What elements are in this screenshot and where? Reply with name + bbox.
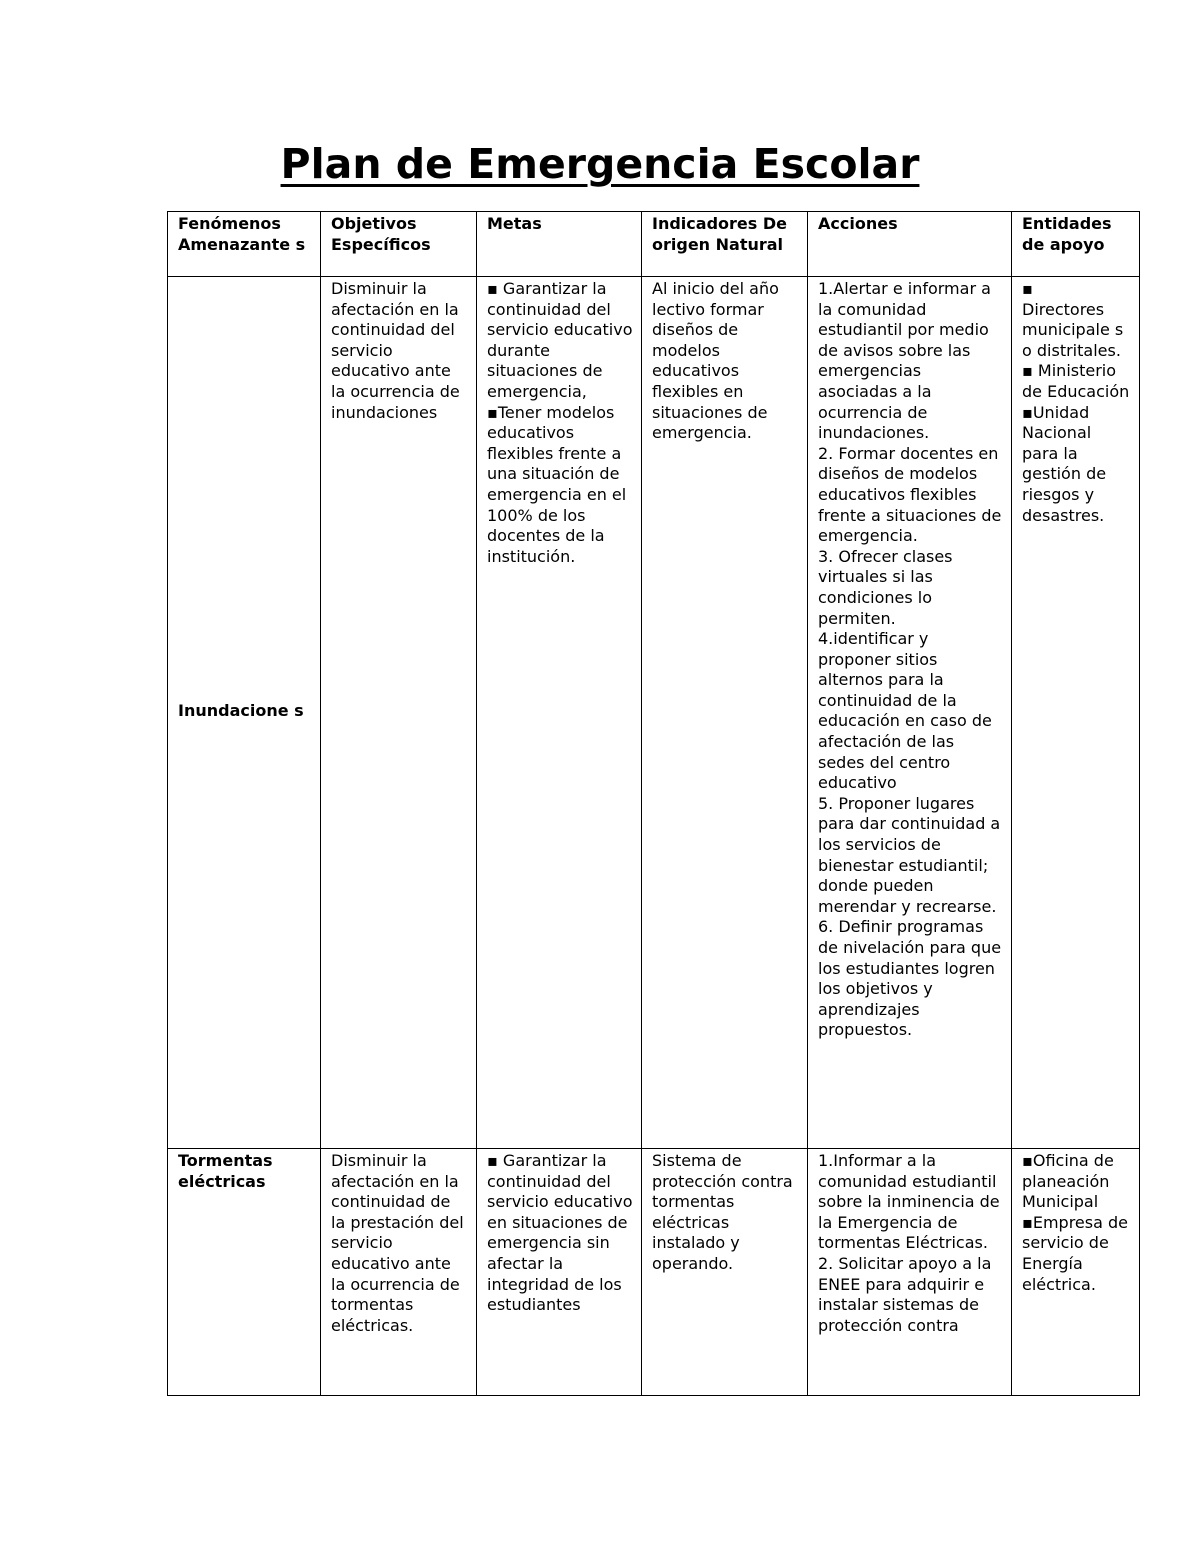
entities-text: ▪ Directores municipale s o distritales. ▪ Ministerio de Educación ▪Unidad Nacional para la gestión de riesgos y desastres. [1022,279,1130,525]
hazard-label: Tormentas eléctricas [178,1151,273,1191]
goals-text: ▪ Garantizar la continuidad del servicio educativo en situaciones de emergencia sin afectar la integridad de los estudiantes [487,1151,633,1315]
table-row [168,277,1140,1149]
hazard-label: Inundacione s [178,701,304,721]
header-entidades: Entidades de apoyo [1012,212,1140,277]
objective-text: Disminuir la afectación en la continuidad de la prestación del servicio educativo ante la ocurrencia de tormentas eléctricas. [331,1151,464,1335]
objective-text: Disminuir la afectación en la continuidad del servicio educativo ante la ocurrencia de inundaciones [331,279,460,422]
objective-cell [321,277,477,1149]
page-title: Plan de Emergencia Escolar [280,140,920,188]
header-metas: Metas [477,212,642,277]
goals-cell [477,277,642,1149]
hazard-cell [168,277,321,1149]
header-acciones: Acciones [808,212,1012,277]
actions-text: 1.Informar a la comunidad estudiantil sobre la inminencia de la Emergencia de tormentas Eléctricas. 2. Solicitar apoyo a la ENEE para adquirir e instalar sistemas de protección contra [818,1151,1000,1335]
header-objetivos: Objetivos Específicos [321,212,477,277]
header-fenomenos: Fenómenos Amenazante s [168,212,321,277]
goals-cell [477,1149,642,1396]
indicator-text: Al inicio del año lectivo formar diseños de modelos educativos flexibles en situaciones de emergencia. [652,279,779,443]
actions-text: 1.Alertar e informar a la comunidad estudiantil por medio de avisos sobre las emergencias asociadas a la ocurrencia de inundaciones. 2. Formar docentes en diseños de modelos educativos flexibles frente a situaciones de emergencia. 3. Ofrecer clases virtuales si las condiciones lo permiten. 4.identificar y proponer sitios alternos para la continuidad de la educación en caso de afectación de las sedes del centro educativo 5. Proponer lugares para dar continuidad a los servicios de bienestar estudiantil; donde pueden merendar y recrearse. 6. Definir programas de nivelación para que los estudiantes logren los objetivos y aprendizajes propuestos. [818,279,1002,1040]
entities-cell [1012,1149,1140,1396]
table-header-row [168,212,1140,277]
actions-cell [808,1149,1012,1396]
indicator-text: Sistema de protección contra tormentas eléctricas instalado y operando. [652,1151,793,1273]
goals-text: ▪ Garantizar la continuidad del servicio educativo durante situaciones de emergencia, ▪Tener modelos educativos flexibles frente a una situación de emergencia en el 100% de los docentes de la institución. [487,279,633,566]
indicator-cell [642,1149,808,1396]
entities-text: ▪Oficina de planeación Municipal ▪Empresa de servicio de Energía eléctrica. [1022,1151,1128,1294]
header-indicadores: Indicadores De origen Natural [642,212,808,277]
indicator-cell [642,277,808,1149]
objective-cell [321,1149,477,1396]
table-row [168,1149,1140,1396]
entities-cell [1012,277,1140,1149]
actions-cell [808,277,1012,1149]
hazard-cell [168,1149,321,1396]
emergency-plan-table [167,211,1140,1396]
